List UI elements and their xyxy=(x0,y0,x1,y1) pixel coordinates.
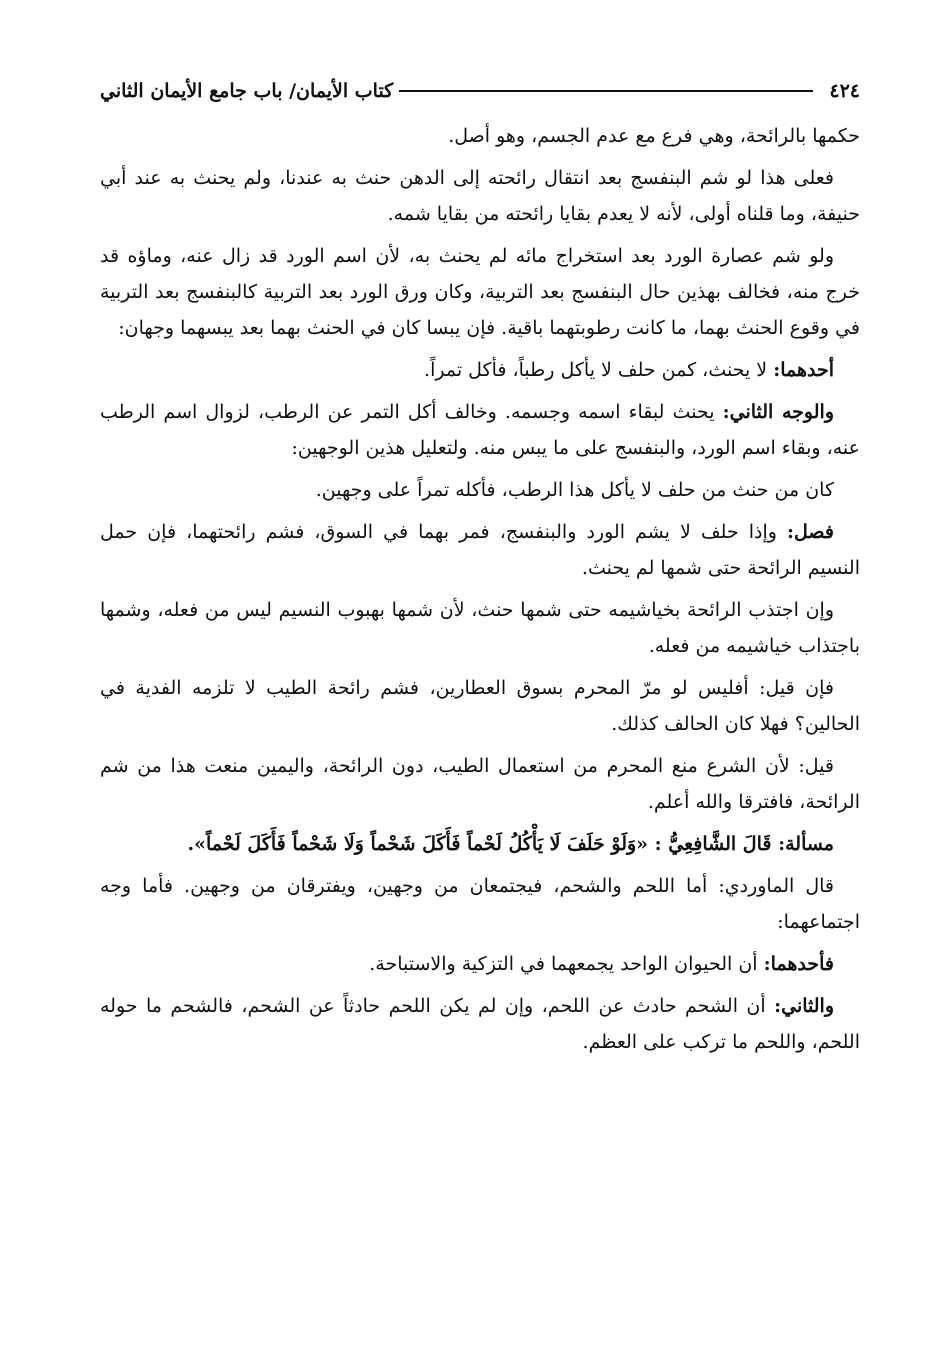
paragraph-text: أن الشحم حادث عن اللحم، وإن لم يكن اللحم حادثاً عن الشحم، فالشحم ما حوله اللحم، واللحم ما تركب على العظم. xyxy=(100,995,860,1053)
paragraph xyxy=(100,946,860,982)
paragraph-text: يحنث لبقاء اسمه وجسمه. وخالف أكل التمر عن الرطب، لزوال اسم الرطب عنه، وبقاء اسم الورد، والبنفسج على ما يبس منه. ولتعليل هذين الوجهين: xyxy=(100,401,860,459)
paragraph xyxy=(100,748,860,820)
header-rule xyxy=(399,90,813,92)
paragraph-lead: والثاني: xyxy=(774,995,834,1017)
paragraph xyxy=(100,670,860,742)
paragraph xyxy=(100,394,860,466)
paragraph-text: كان من حنث من حلف لا يأكل هذا الرطب، فأكله تمراً على وجهين. xyxy=(315,479,834,501)
paragraph-lead: فصل: xyxy=(787,521,834,543)
page-header xyxy=(100,78,860,104)
paragraph xyxy=(100,352,860,388)
page-number: ٤٢٤ xyxy=(829,80,860,102)
paragraph xyxy=(100,472,860,508)
paragraph xyxy=(100,514,860,586)
paragraph-quote: «وَلَوْ حَلَفَ لَا يَأْكُلُ لَحْماً فَأَكَلَ شَحْماً وَلَا شَحْماً فَأَكَلَ لَحْماً». xyxy=(187,833,655,855)
paragraph-text: فعلى هذا لو شم البنفسج بعد انتقال رائحته إلى الدهن حنث به عندنا، ولم يحنث به عند أبي حنيفة، وما قلناه أولى، لأنه لا يعدم بقايا رائحته من بقايا شمه. xyxy=(100,167,860,225)
paragraph xyxy=(100,118,860,154)
book-page xyxy=(100,78,860,1066)
paragraph-text: وإذا حلف لا يشم الورد والبنفسج، فمر بهما في السوق، فشم رائحتهما، فإن حمل النسيم الرائحة حتى شمها لم يحنث. xyxy=(100,521,860,579)
paragraph-lead: والوجه الثاني: xyxy=(722,401,834,423)
paragraph xyxy=(100,160,860,232)
paragraph-lead: مسألة: قَالَ الشَّافِعِيُّ : xyxy=(654,833,834,855)
paragraph xyxy=(100,826,860,862)
running-title: كتاب الأيمان/ باب جامع الأيمان الثاني xyxy=(100,80,394,102)
paragraph xyxy=(100,238,860,346)
paragraph-text: حكمها بالرائحة، وهي فرع مع عدم الجسم، وهو أصل. xyxy=(448,125,860,147)
paragraph xyxy=(100,988,860,1060)
paragraph-text: قال الماوردي: أما اللحم والشحم، فيجتمعان من وجهين، ويفترقان من وجهين. فأما وجه اجتماعهما: xyxy=(100,875,860,933)
paragraph xyxy=(100,868,860,940)
paragraph-lead: أحدهما: xyxy=(773,359,834,381)
paragraph-text: ولو شم عصارة الورد بعد استخراج مائه لم يحنث به، لأن اسم الورد قد زال عنه، وماؤه قد خرج منه، فخالف بهذين حال البنفسج بعد التربية، وكان ورق الورد بعد التربية كالبنفسج بعد التربية في وقوع الحنث بهما، ما كانت رطوبتهما باقية. فإن يبسا كان في الحنث بهما بعد يبسهما وجهان: xyxy=(100,245,860,339)
paragraph-text: قيل: لأن الشرع منع المحرم من استعمال الطيب، دون الرائحة، واليمين منعت هذا من شم الرائحة، فافترقا والله أعلم. xyxy=(100,755,860,813)
paragraph-lead: فأحدهما: xyxy=(763,953,834,975)
paragraph-text: لا يحنث، كمن حلف لا يأكل رطباً، فأكل تمراً. xyxy=(424,359,774,381)
paragraph xyxy=(100,592,860,664)
paragraph-text: وإن اجتذب الرائحة بخياشيمه حتى شمها حنث، لأن شمها بهبوب النسيم ليس من فعله، وشمها باجتذاب خياشيمه من فعله. xyxy=(100,599,860,657)
paragraph-text: فإن قيل: أفليس لو مرّ المحرم بسوق العطارين، فشم رائحة الطيب لا تلزمه الفدية في الحالين؟ فهلا كان الحالف كذلك. xyxy=(100,677,860,735)
paragraph-text: أن الحيوان الواحد يجمعهما في التزكية والاستباحة. xyxy=(369,953,764,975)
page-body xyxy=(100,118,860,1060)
